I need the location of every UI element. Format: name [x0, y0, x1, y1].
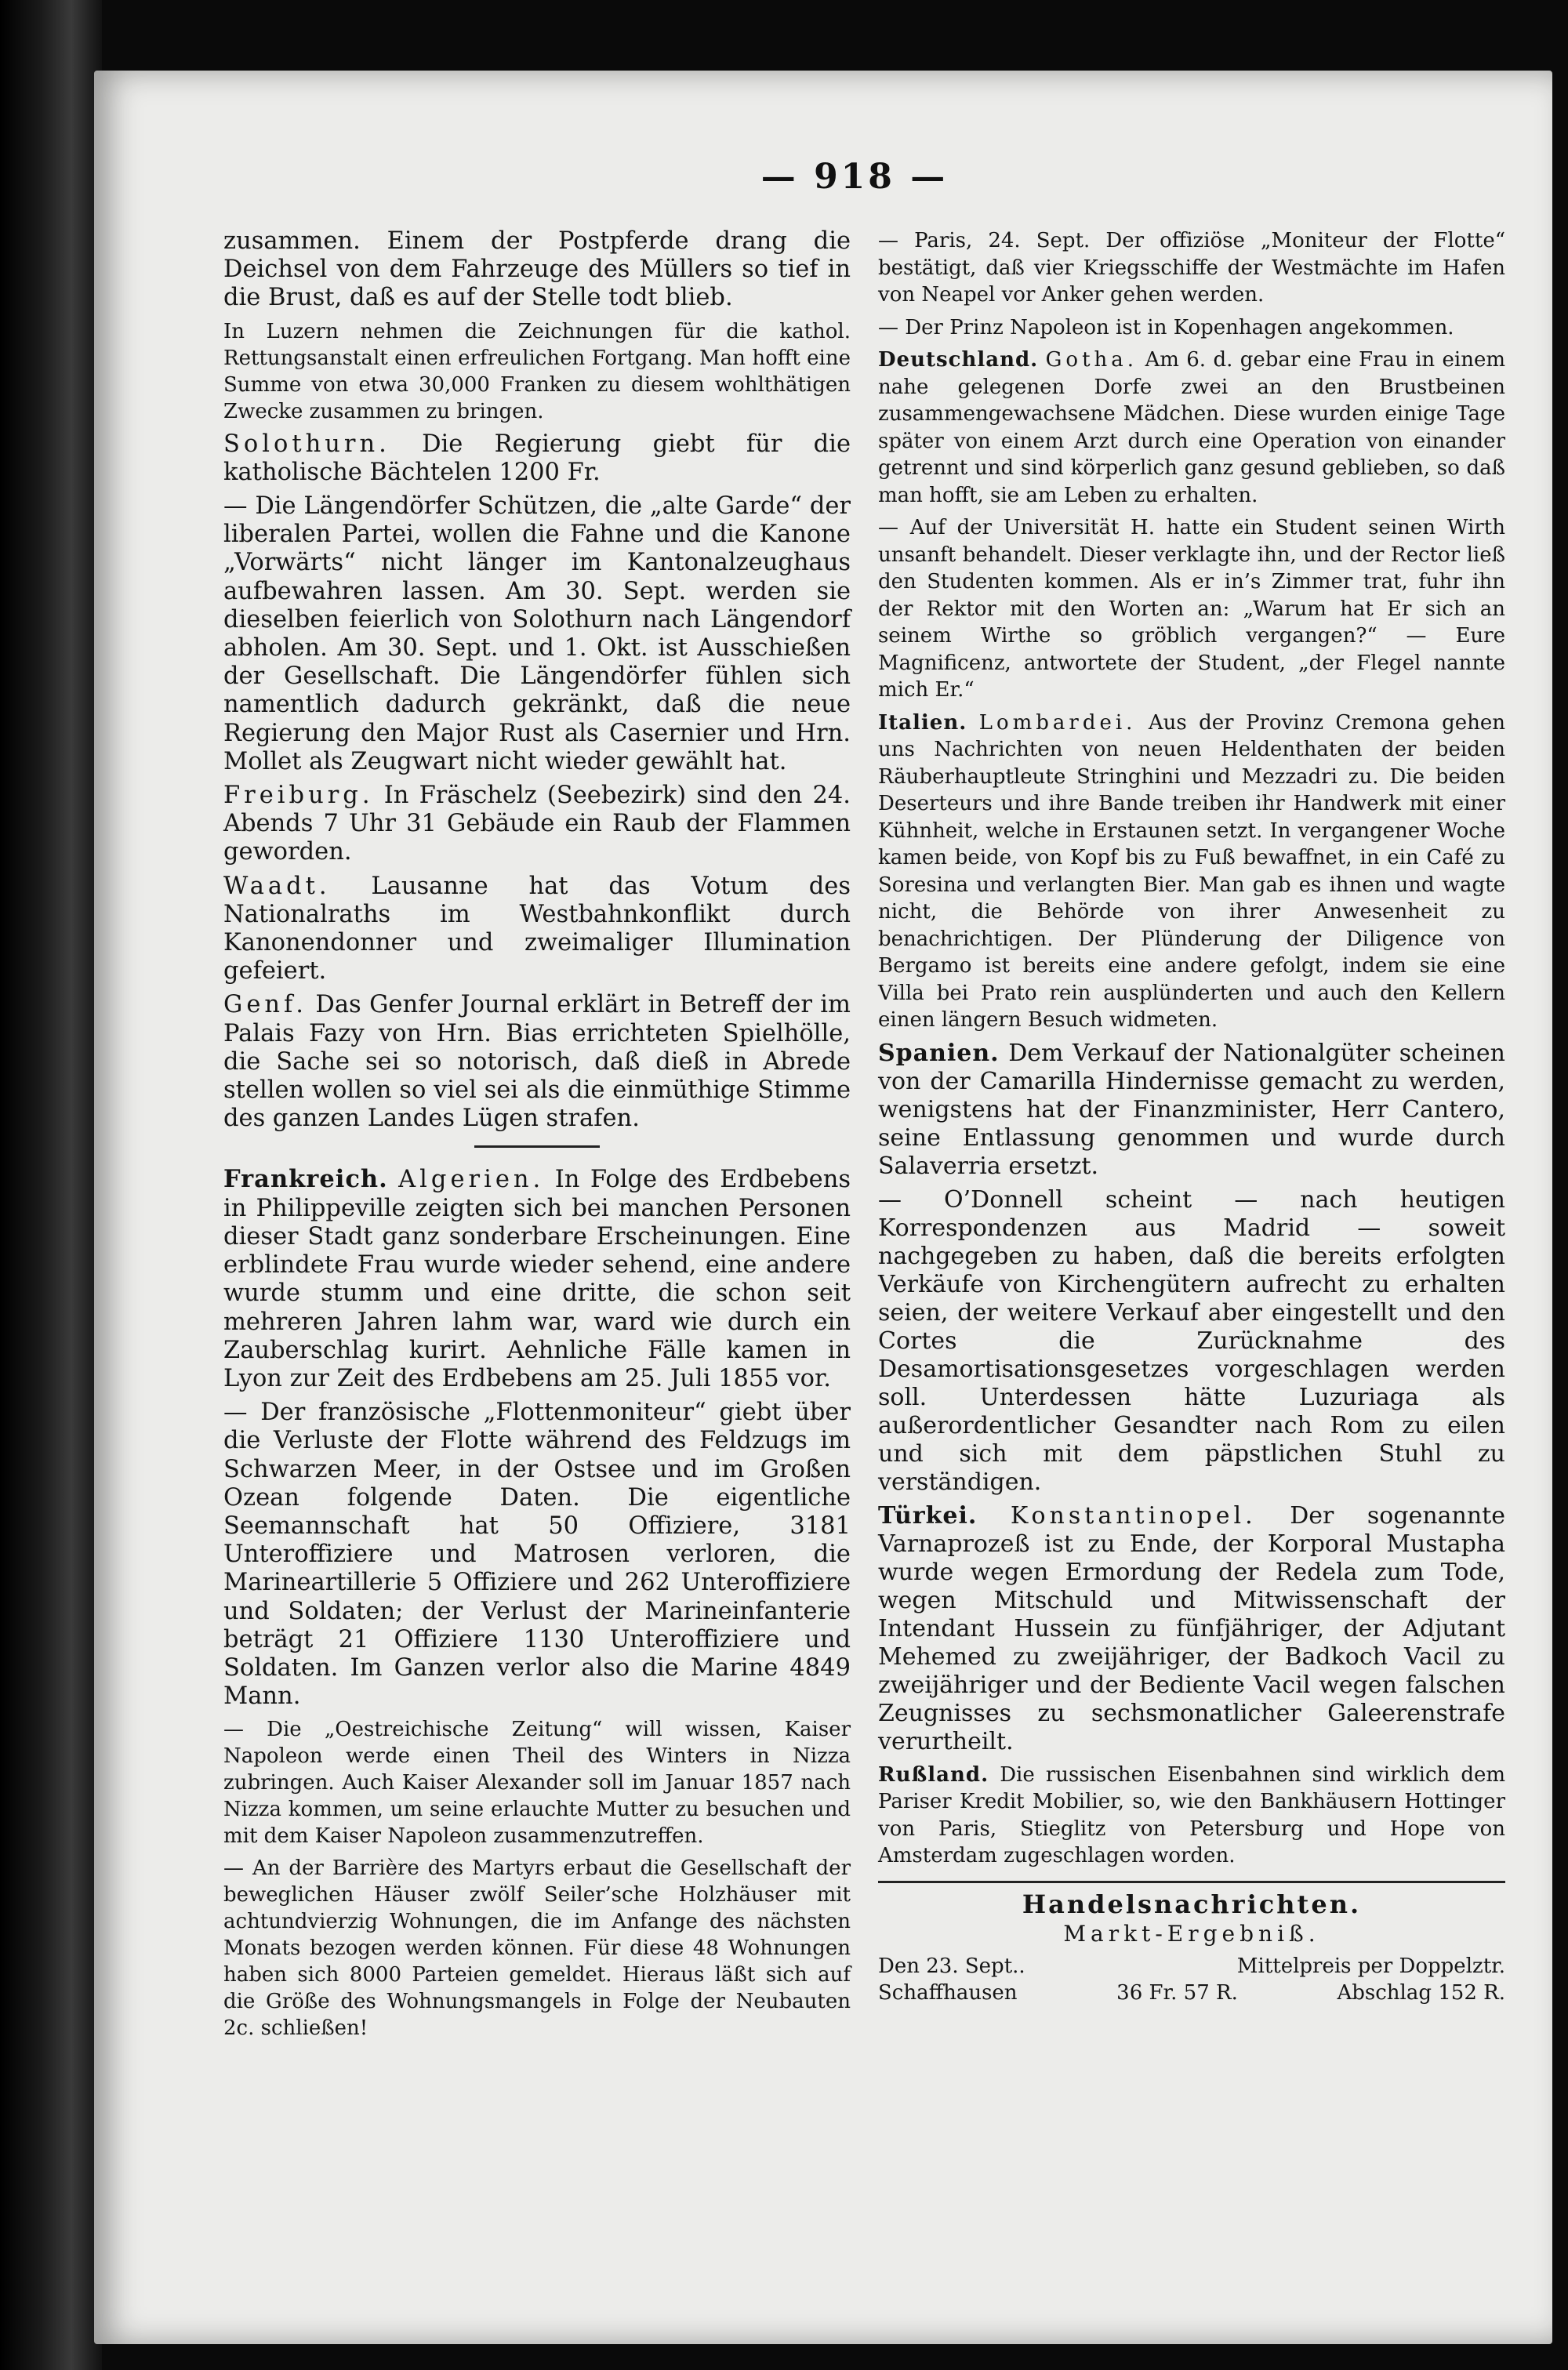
article-text: In Fräschelz (Seebezirk) sind den 24. Abends 7 Uhr 31 Gebäude ein Raub der Flammen geworden. — [223, 782, 851, 866]
article-paragraph — [223, 782, 851, 867]
section-divider — [474, 1145, 600, 1148]
article-paragraph: — An der Barrière des Martyrs erbaut die Gesellschaft der beweglichen Häuser zwölf Seiler’sche Holzhäuser mit achtundvierzig Wohnungen, die im Anfange des nächsten Monats bezogen werden können. Für diese 48 Wohnungen haben sich 8000 Parteien gemeldet. Hieraus läßt sich auf die Größe des Wohnungsmangels in Folge der Neubauten 2c. schließen! — [223, 1856, 851, 2041]
article-text: Die russischen Eisenbahnen sind wirklich dem Pariser Kredit Mobilier, so, wie den Bankhäusern Hottinger von Paris, Stieglitz von Petersburg und Hope von Amsterdam zugeschlagen worden. — [878, 1762, 1505, 1867]
trade-news-title: Handelsnachrichten. — [1022, 1889, 1362, 1919]
country-heading: Deutschland. — [878, 348, 1039, 372]
place-name: Freiburg. — [223, 782, 374, 810]
trade-place: Schaffhausen — [878, 1981, 1018, 2005]
place-name: Lombardei. — [978, 710, 1137, 735]
place-name: Algerien. — [398, 1166, 545, 1194]
article-paragraph — [878, 1040, 1505, 1181]
article-paragraph: In Luzern nehmen die Zeichnungen für die kathol. Rettungsanstalt einen erfreulichen Fortgang. Man hofft eine Summe von etwa 30,000 Franken zu diesem wohlthätigen Zwecke zusammen zu bringen. — [223, 319, 851, 423]
article-paragraph: — Der französische „Flottenmoniteur“ giebt über die Verluste der Flotte während des Feldzugs im Schwarzen Meer, in der Ostsee und im Großen Ozean folgende Daten. Die eigentliche Seemannschaft hat 50 Offiziere, 3181 Unteroffiziere und Matrosen verloren, die Marineartillerie 5 Offiziere und 262 Unteroffiziere und Soldaten; der Verlust der Marineinfanterie beträgt 21 Offiziere 1130 Unteroffiziere und Soldaten. Im Ganzen verlor also die Marine 4849 Mann. — [223, 1399, 851, 1711]
article-paragraph: — Der Prinz Napoleon ist in Kopenhagen angekommen. — [878, 315, 1454, 339]
place-name: Gotha. — [1045, 348, 1138, 372]
article-paragraph: — Auf der Universität H. hatte ein Student seinen Wirth unsanft behandelt. Dieser verklagte ihn, und der Rector ließ den Studenten kommen. Als er in’s Zimmer trat, fuhr ihn der Rektor mit den Worten an: „Warum hat Er sich an seinem Wirthe so gröblich vergangen?“ — Eure Magnificenz, antwortete der Student, „der Flegel nannte mich Er.“ — [878, 516, 1505, 702]
trade-data-row — [878, 1980, 1505, 2007]
article-paragraph — [878, 347, 1505, 509]
article-text: Das Genfer Journal erklärt in Betreff der im Palais Fazy von Hrn. Bias errichteten Spielhölle, die Sache sei so notorisch, daß dieß in Abrede stellen wollen so viel sei als die einmüthige Stimme des ganzen Landes Lügen strafen. — [223, 991, 851, 1133]
article-paragraph — [223, 873, 851, 986]
trade-date: Den 23. Sept.. — [878, 1954, 1025, 1978]
article-text: Am 6. d. gebar eine Frau in einem nahe gelegenen Dorfe zwei an den Brustbeinen zusammengewachsene Mädchen. Diese wurden einige Tage später von einem Arzt durch eine Operation von einander getrennt und sind körperlich ganz gesund geblieben, so daß man hofft, sie am Leben zu erhalten. — [878, 348, 1506, 507]
article-paragraph: — Die „Oestreichische Zeitung“ will wissen, Kaiser Napoleon werde einen Theil des Winters in Nizza zubringen. Auch Kaiser Alexander soll im Januar 1857 nach Nizza kommen, um seine erlauchte Mutter zu besuchen und mit dem Kaiser Napoleon zusammenzutreffen. — [223, 1718, 851, 1849]
page-number: — 918 — — [760, 157, 949, 197]
article-paragraph — [223, 991, 851, 1133]
place-name: Solothurn. — [223, 430, 390, 458]
trade-price: 36 Fr. 57 R. — [1116, 1981, 1238, 2005]
article-paragraph — [223, 430, 851, 487]
article-paragraph: — Die Längendörfer Schützen, die „alte Garde“ der liberalen Partei, wollen die Fahne und die Kanone „Vorwärts“ nicht länger im Kantonalzeughaus aufbewahren lassen. Am 30. Sept. werden sie dieselben feierlich von Solothurn nach Längendorf abholen. Am 30. Sept. und 1. Okt. ist Ausschießen der Gesellschaft. Die Längendörfer fühlen sich namentlich dadurch gekränkt, daß die neue Regierung den Major Rust als Casernier und Hrn. Mollet als Zeugwart nicht wieder gewählt hat. — [223, 492, 851, 775]
trade-header-row — [878, 1953, 1505, 1980]
article-text: Die Regierung giebt für die katholische Bächtelen 1200 Fr. — [223, 430, 851, 486]
article-text: In Folge des Erdbebens in Philippeville zeigten sich bei manchen Personen dieser Stadt ganz sonderbare Erscheinungen. Eine erblindete Frau wurde wieder sehend, eine andere wurde stumm und eine dritte, die schon seit mehreren Jahren lahm war, ward wie durch ein Zauberschlag kurirt. Aehnliche Fälle kamen in Lyon zur Zeit des Erdbebens am 25. Juli 1855 vor. — [223, 1166, 851, 1392]
article-paragraph — [878, 1762, 1505, 1870]
article-paragraph: — O’Donnell scheint — nach heutigen Korrespondenzen aus Madrid — soweit nachgegeben zu haben, daß die bereits erfolgten Verkäufe von Kirchengütern aufrecht zu erhalten seien, der weitere Verkauf aber eingestellt und den Cortes die Zurücknahme des Desamortisationsgesetzes vorgeschlagen werden soll. Unterdessen hätte Luzuriaga als außerordentlicher Gesandter nach Rom zu eilen und sich mit dem päpstlichen Stuhl zu verständigen. — [878, 1185, 1505, 1496]
country-heading: Spanien. — [878, 1039, 1000, 1067]
article-text: Dem Verkauf der Nationalgüter scheinen von der Camarilla Hindernisse gemacht zu werden, wenigstens hat der Finanzminister, Herr Cantero, seine Entlassung genommen und wurde durch Salaverria ersetzt. — [878, 1039, 1505, 1180]
article-paragraph: — Paris, 24. Sept. Der offiziöse „Moniteur der Flotte“ bestätigt, daß vier Kriegsschiffe der Westmächte im Hafen von Neapel vor Anker gehen werden. — [878, 229, 1505, 307]
country-heading: Frankreich. — [223, 1165, 388, 1194]
place-name: Waadt. — [223, 872, 331, 900]
right-column — [878, 227, 1505, 2007]
article-paragraph — [878, 710, 1505, 1034]
article-paragraph — [878, 1502, 1505, 1756]
trade-price-label: Mittelpreis per Doppelztr. — [1236, 1954, 1505, 1978]
place-name: Genf. — [223, 991, 307, 1019]
country-heading: Italien. — [878, 710, 967, 735]
country-heading: Rußland. — [878, 1762, 989, 1787]
section-divider — [878, 1881, 1505, 1883]
trade-change: Abschlag 152 R. — [1337, 1981, 1505, 2005]
market-result-subtitle: Markt-Ergebniß. — [1063, 1921, 1320, 1947]
article-text: Lausanne hat das Votum des Nationalraths im Westbahnkonflikt durch Kanonendonner und zweimaliger Illumination gefeiert. — [223, 872, 851, 985]
article-paragraph — [223, 1165, 851, 1393]
article-text: Aus der Provinz Cremona gehen uns Nachrichten von neuen Heldenthaten der beiden Räuberhauptleute Stringhini und Mezzadri zu. Die beiden Deserteurs und ihre Bande treiben ihr Handwerk mit einer Kühnheit, welche in Erstaunen setzt. In vergangener Woche kamen beide, von Kopf bis zu Fuß bewaffnet, in ein Café zu Soresina und verlangten Bier. Man gab es ihnen und wagte nicht, die Behörde von ihrer Anwesenheit zu benachrichtigen. Der Plünderung der Diligence von Bergamo ist bereits eine andere gefolgt, indem sie eine Villa bei Prato rein ausplünderten und auch den Kellern einen längern Besuch widmeten. — [878, 710, 1505, 1032]
article-text: Der sogenannte Varnaprozeß ist zu Ende, der Korporal Mustapha wurde wegen Ermordung der Redela zum Tode, wegen Mitschuld und Mitwissenschaft der Intendant Hussein zu fünfjähriger, der Adjutant Mehemed zu zweijähriger, der Badkoch Vacil zu zweijähriger und der Bediente Vacil wegen falschen Zeugnisses zu sechsmonatlicher Galeerenstrafe verurtheilt. — [878, 1501, 1505, 1755]
left-column — [223, 227, 851, 2047]
article-paragraph: zusammen. Einem der Postpferde drang die Deichsel von dem Fahrzeuge des Müllers so tief in die Brust, daß es auf der Stelle todt blieb. — [223, 227, 851, 312]
country-heading: Türkei. — [878, 1501, 978, 1530]
place-name: Konstantinopel. — [1010, 1501, 1257, 1530]
book-spine — [0, 0, 102, 2370]
